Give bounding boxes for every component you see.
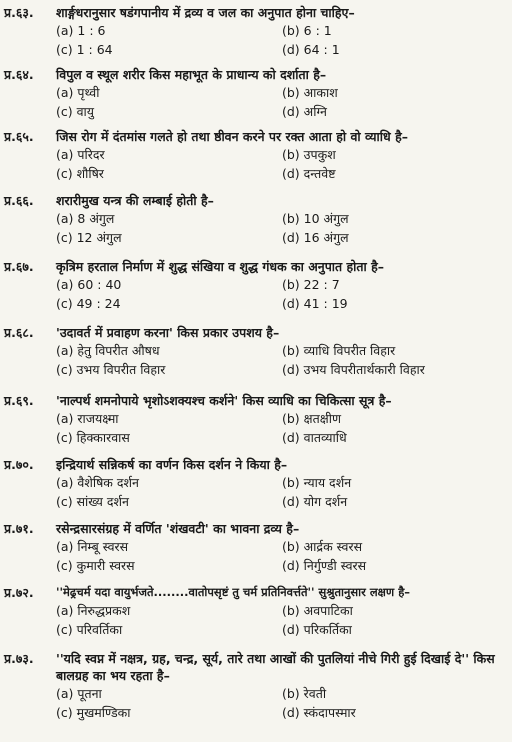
question-text: शार्ङ्गधरानुसार षडंगपानीय में द्रव्य व जल का अनुपात होना चाहिए– <box>56 5 355 20</box>
question-number: प्र.६६. <box>4 193 34 208</box>
option-d: (d) उभय विपरीतार्थकारी विहार <box>282 362 425 377</box>
option-c: (c) कुमारी स्वरस <box>56 558 135 573</box>
option-a: (a) पूतना <box>56 686 102 701</box>
option-a: (a) परिदर <box>56 147 105 162</box>
question-text: इन्द्रियार्थ सन्निकर्ष का वर्णन किस दर्शन ने किया है– <box>56 457 288 472</box>
option-a: (a) वैशेषिक दर्शन <box>56 475 139 490</box>
question-text: जिस रोग में दंतमांस गलते हो तथा ष्ठीवन करने पर रक्त आता हो वो व्याधि है– <box>56 129 408 144</box>
option-b: (b) अवपाटिका <box>282 603 353 618</box>
question-number: प्र.६३. <box>4 5 34 20</box>
option-b: (b) आकाश <box>282 85 338 100</box>
option-b: (b) 10 अंगुल <box>282 211 349 226</box>
option-c: (c) वायु <box>56 104 95 119</box>
question-text: रसेन्द्रसारसंग्रह में वर्णित 'शंखवटी' का भावना द्रव्य है– <box>56 521 300 536</box>
question-65 <box>4 128 510 183</box>
question-73 <box>4 650 510 722</box>
question-number: प्र.६९. <box>4 393 34 408</box>
option-d: (d) परिकर्तिका <box>282 622 352 637</box>
option-c: (c) शौषिर <box>56 166 104 181</box>
question-number: प्र.६८. <box>4 325 34 340</box>
option-a: (a) 1 : 6 <box>56 23 106 38</box>
question-68 <box>4 324 510 379</box>
option-c: (c) 12 अंगुल <box>56 230 122 245</box>
option-c: (c) 1 : 64 <box>56 42 113 57</box>
question-64 <box>4 66 510 121</box>
question-text: 'उदावर्त में प्रवाहण करना' किस प्रकार उपशय है– <box>56 325 280 340</box>
option-d: (d) अग्नि <box>282 104 327 119</box>
question-number: प्र.६४. <box>4 67 34 82</box>
option-b: (b) रेवती <box>282 686 327 701</box>
option-d: (d) वातव्याधि <box>282 430 347 445</box>
question-70 <box>4 456 510 511</box>
option-d: (d) दन्तवेष्ट <box>282 166 336 181</box>
option-b: (b) 22 : 7 <box>282 277 340 292</box>
option-d: (d) 16 अंगुल <box>282 230 349 245</box>
option-a: (a) निम्बू स्वरस <box>56 539 129 554</box>
option-b: (b) उपकुश <box>282 147 336 162</box>
question-number: प्र.७०. <box>4 457 34 472</box>
question-67 <box>4 258 510 313</box>
question-text: शरारीमुख यन्त्र की लम्बाई होती है– <box>56 193 214 208</box>
question-text: विपुल व स्थूल शरीर किस महाभूत के प्राधान्य को दर्शाता है– <box>56 67 327 82</box>
question-number: प्र.६७. <box>4 259 34 274</box>
question-text: कृत्रिम हरताल निर्माण में शुद्ध संखिया व शुद्ध गंधक का अनुपात होता है– <box>56 259 384 274</box>
question-66 <box>4 192 510 247</box>
question-number: प्र.७३. <box>4 651 34 666</box>
question-text: ''यदि स्वप्न में नक्षत्र, ग्रह, चन्द्र, सूर्य, तारे तथा आखों की पुतलियां नीचे गिरी हुई दिखाई दे'' किस बालग्रह का भय रहता है– <box>56 651 495 683</box>
option-d: (d) निर्गुण्डी स्वरस <box>282 558 367 573</box>
option-a: (a) पृथ्वी <box>56 85 100 100</box>
option-b: (b) न्याय दर्शन <box>282 475 352 490</box>
option-b: (b) 6 : 1 <box>282 23 332 38</box>
option-a: (a) हेतु विपरीत औषध <box>56 343 160 358</box>
option-d: (d) 64 : 1 <box>282 42 340 57</box>
question-text: 'नाल्पर्थ शमनोपाये भृशोऽशक्यश्च कर्शने' किस व्याधि का चिकित्सा सूत्र है– <box>56 393 392 408</box>
question-number: प्र.७२. <box>4 585 34 600</box>
option-b: (b) आर्द्रक स्वरस <box>282 539 363 554</box>
option-c: (c) उभय विपरीत विहार <box>56 362 166 377</box>
question-number: प्र.६५. <box>4 129 34 144</box>
option-a: (a) 8 अंगुल <box>56 211 115 226</box>
option-c: (c) सांख्य दर्शन <box>56 494 129 509</box>
option-b: (b) क्षतक्षीण <box>282 411 341 426</box>
option-d: (d) स्कंदापस्मार <box>282 705 356 720</box>
question-63 <box>4 4 510 59</box>
option-a: (a) निरुद्धप्रकश <box>56 603 131 618</box>
question-69 <box>4 392 510 447</box>
question-number: प्र.७१. <box>4 521 34 536</box>
option-d: (d) 41 : 19 <box>282 296 348 311</box>
question-text: ''मेढ्रचर्म यदा वायुर्भजते........वातोपसृष्टं तु चर्म प्रतिनिवर्त्तते'' सुश्रुतानुसार लक्षण है– <box>56 585 411 599</box>
option-c: (c) परिवर्तिका <box>56 622 123 637</box>
option-c: (c) हिक्कारवास <box>56 430 130 445</box>
option-a: (a) 60 : 40 <box>56 277 122 292</box>
option-c: (c) 49 : 24 <box>56 296 121 311</box>
option-b: (b) व्याधि विपरीत विहार <box>282 343 396 358</box>
option-d: (d) योग दर्शन <box>282 494 348 509</box>
question-71 <box>4 520 510 575</box>
question-72 <box>4 584 510 639</box>
option-a: (a) राजयक्ष्मा <box>56 411 119 426</box>
option-c: (c) मुखमण्डिका <box>56 705 131 720</box>
